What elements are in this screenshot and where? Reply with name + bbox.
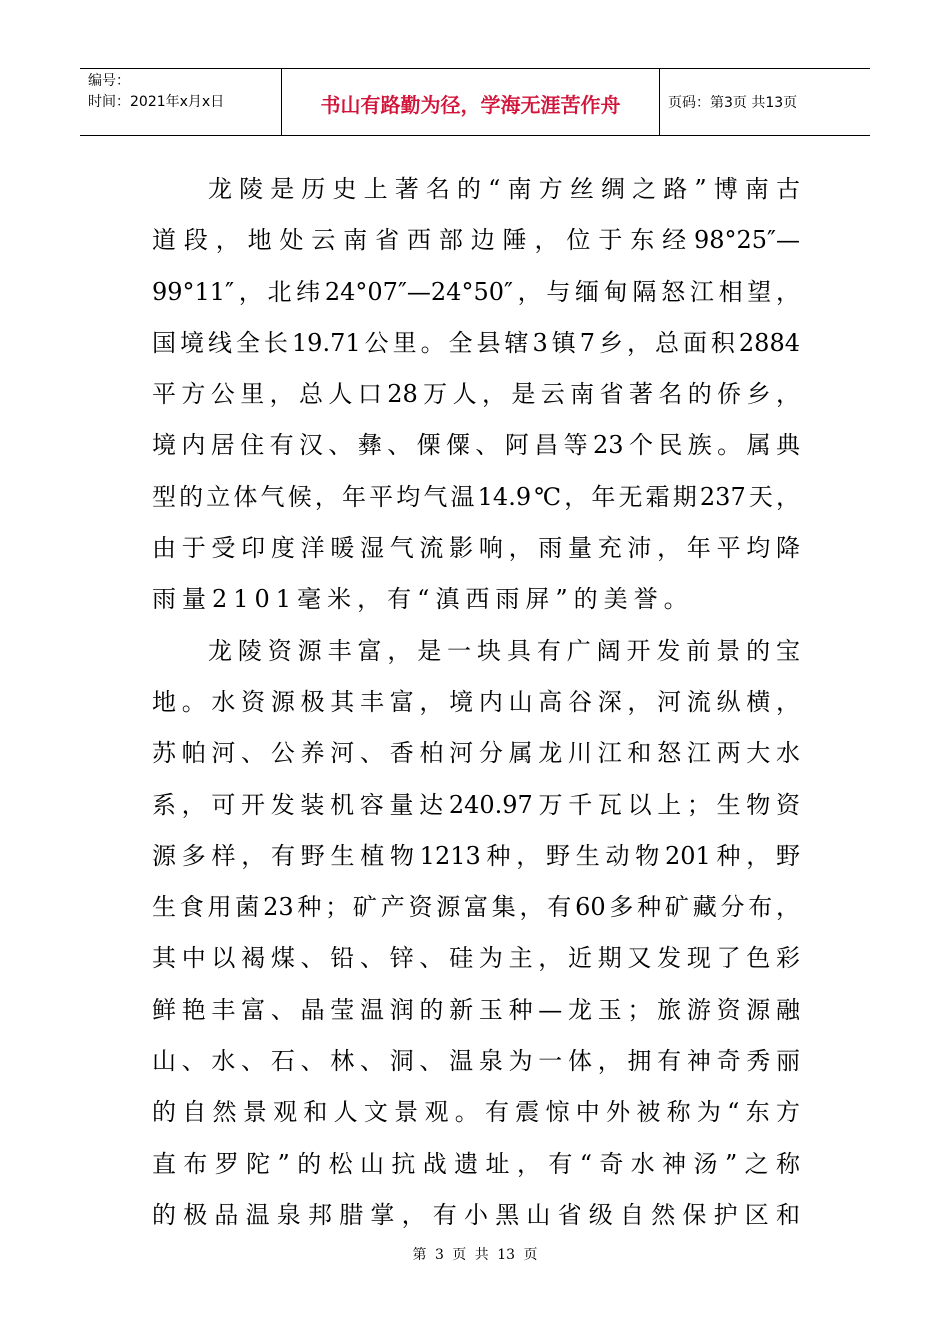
text-line: 99°11″，北纬24°07″—24°50″，与缅甸隔怒江相望， (152, 277, 800, 306)
text-line: 的极品温泉邦腊掌，有小黑山省级自然保护区和 (152, 1200, 800, 1229)
text-line: 的自然景观和人文景观。有震惊中外被称为“东方 (152, 1098, 800, 1127)
text-line: 系，可开发装机容量达240.97万千瓦以上；生物资 (152, 790, 800, 819)
text-line: 道段，地处云南省西部边陲，位于东经98°25″— (152, 226, 800, 255)
text-line: 国境线全长19.71公里。全县辖3镇7乡，总面积2884 (152, 328, 800, 357)
text-line: 鲜艳丰富、晶莹温润的新玉种—龙玉；旅游资源融 (152, 995, 800, 1024)
text-line: 平方公里，总人口28万人，是云南省著名的侨乡， (152, 380, 800, 409)
text-line: 龙陵是历史上著名的“南方丝绸之路”博南古 (208, 175, 800, 203)
text-line: 山、水、石、林、洞、温泉为一体，拥有神奇秀丽 (152, 1047, 800, 1076)
header-meta (80, 69, 282, 135)
text-line: 其中以褐煤、铅、锌、硅为主，近期又发现了色彩 (152, 944, 800, 973)
text-line: 雨量2101毫米，有“滇西雨屏”的美誉。 (152, 585, 694, 614)
text-line: 直布罗陀”的松山抗战遗址，有“奇水神汤”之称 (152, 1149, 800, 1178)
text-line: 龙陵资源丰富，是一块具有广阔开发前景的宝 (208, 636, 800, 665)
document-body (152, 164, 800, 1241)
text-line: 生食用菌23种；矿产资源富集，有60多种矿藏分布， (152, 893, 800, 922)
text-line: 地。水资源极其丰富，境内山高谷深，河流纵横， (152, 687, 800, 716)
text-line: 由于受印度洋暖湿气流影响，雨量充沛，年平均降 (152, 534, 800, 563)
text-line: 境内居住有汉、彝、傈僳、阿昌等23个民族。属典 (152, 431, 800, 460)
text-line: 源多样，有野生植物1213种，野生动物201种，野 (152, 841, 800, 870)
header-motto: 书山有路勤为径，学海无涯苦作舟 (282, 69, 660, 135)
text-line: 型的立体气候，年平均气温14.9℃，年无霜期237天， (152, 482, 800, 511)
page-header (80, 68, 870, 136)
page-footer: 第 3 页 共 13 页 (412, 1247, 538, 1263)
text-line: 苏帕河、公养河、香柏河分属龙川江和怒江两大水 (152, 739, 800, 768)
number-label: 编号： (88, 73, 130, 89)
time-label: 时间：2021年x月x日 (88, 94, 225, 110)
header-page-info: 页码：第3页 共13页 (668, 95, 798, 111)
